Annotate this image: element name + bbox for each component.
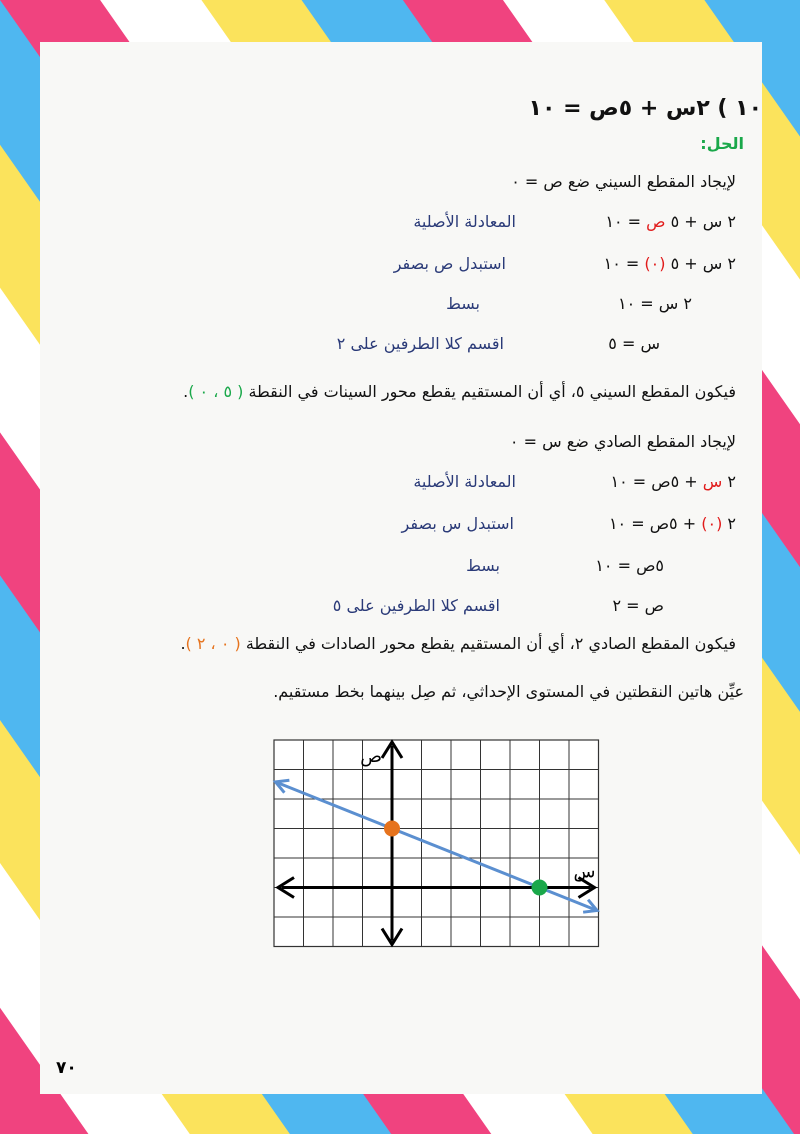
y-intercept-conclusion: فيكون المقطع الصادي ٢، أي أن المستقيم يقطع محور الصادات في النقطة ( ٠ ، ٢ ). [180, 634, 736, 653]
x-step-1-note: المعادلة الأصلية [413, 212, 516, 231]
y-intercept-dot [384, 821, 400, 837]
y-step-4-note: اقسم كلا الطرفين على ٥ [332, 596, 500, 615]
x-intercept-dot [532, 880, 548, 896]
x-intercept-intro: لإيجاد المقطع السيني ضع ص = ٠ [511, 172, 736, 191]
y-step-2-equation: ٢ (٠) + ٥ص = ١٠ [608, 514, 736, 533]
problem-title [529, 96, 762, 121]
y-step-3-note: بسط [466, 556, 500, 575]
y-step-1-note: المعادلة الأصلية [413, 472, 516, 491]
problem-equation: ٢س + ٥ص = ١٠ [528, 96, 710, 121]
page-number: ٧٠ [56, 1058, 77, 1078]
x-step-2-note: استبدل ص بصفر [393, 254, 506, 273]
coordinate-plane [260, 730, 620, 970]
x-step-1-equation: ٢ س + ٥ ص = ١٠ [605, 212, 736, 231]
x-intercept-conclusion: فيكون المقطع السيني ٥، أي أن المستقيم يقطع محور السينات في النقطة ( ٥ ، ٠ ). [183, 382, 736, 401]
x-intercept-point: ( ٥ ، ٠ ) [188, 382, 244, 401]
grid-background [274, 740, 599, 947]
y-step-2-note: استبدل س بصفر [401, 514, 514, 533]
y-axis-label: ص [360, 746, 382, 767]
y-step-1-equation: ٢ س + ٥ص = ١٠ [610, 472, 736, 491]
y-step-3-equation: ٥ص = ١٠ [595, 556, 664, 575]
x-step-3-note: بسط [446, 294, 480, 313]
x-step-2-equation: ٢ س + ٥ (٠) = ١٠ [603, 254, 736, 273]
instruction-text: عيِّن هاتين النقطتين في المستوى الإحداثي، ثم صِل بينهما بخط مستقيم. [273, 682, 744, 701]
problem-number: ١٠ ) [717, 96, 762, 121]
y-intercept-intro: لإيجاد المقطع الصادي ضع س = ٠ [509, 432, 736, 451]
y-step-4-equation: ص = ٢ [612, 596, 664, 615]
x-step-3-equation: ٢ س = ١٠ [618, 294, 692, 313]
x-step-4-equation: س = ٥ [608, 334, 660, 353]
solution-label: الحل: [700, 134, 744, 153]
x-axis-label: س [573, 861, 596, 883]
y-intercept-point: ( ٠ ، ٢ ) [185, 634, 241, 653]
x-step-4-note: اقسم كلا الطرفين على ٢ [336, 334, 504, 353]
